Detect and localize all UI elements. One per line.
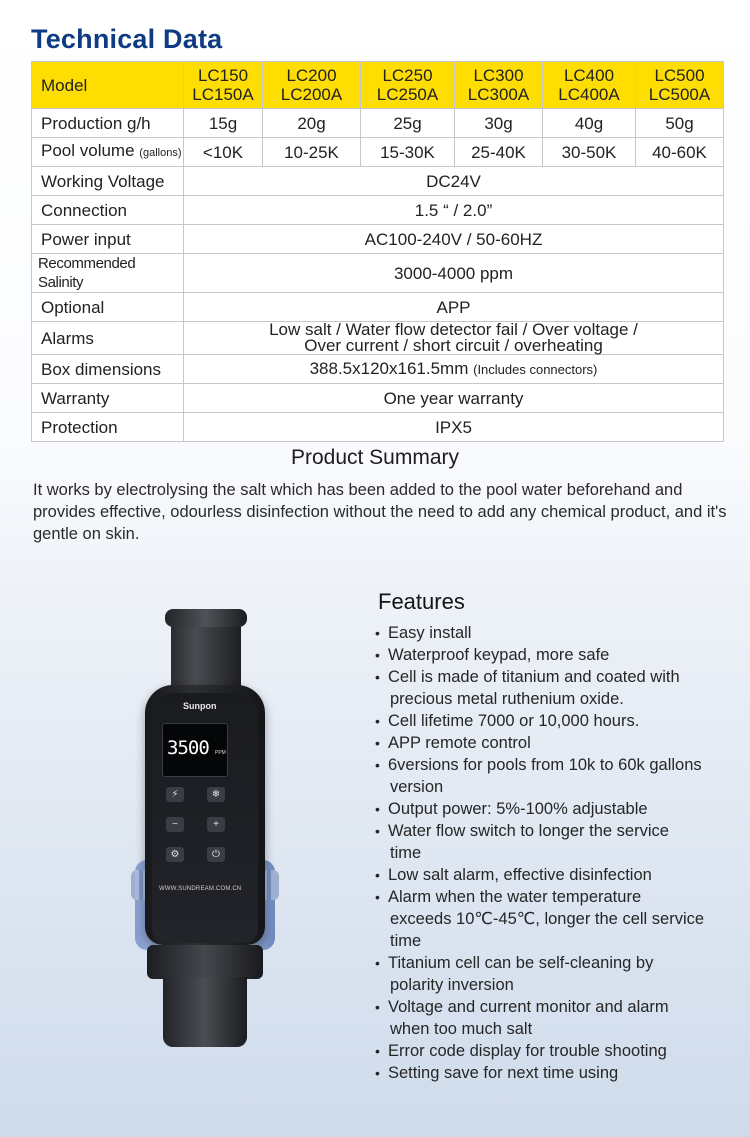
feature-text: Output power: 5%-100% adjustable [388, 800, 648, 818]
model-cell [455, 62, 543, 109]
feature-text: 6versions for pools from 10k to 60k gallons [388, 756, 702, 774]
feature-text: Titanium cell can be self-cleaning by [388, 954, 654, 972]
device-url: WWW.SUNDREAM.COM.CN [159, 886, 242, 892]
row-label: Alarms [32, 322, 184, 355]
table-cell [184, 355, 724, 384]
list-item [375, 952, 745, 996]
chlorinator-device-image [125, 605, 285, 1055]
row-label-unit: (gallons) [139, 147, 182, 159]
model-name: LC500 [654, 66, 705, 85]
list-item [375, 1062, 745, 1084]
table-cell: 20g [263, 109, 361, 138]
feature-text-cont: time [390, 932, 422, 950]
table-cell: 30-50K [543, 138, 636, 167]
table-header-row [32, 62, 724, 109]
model-cell [543, 62, 636, 109]
brand-logo: Sunpon [183, 701, 217, 711]
screen-reading: 3500 [167, 737, 209, 759]
dimensions-note: (Includes connectors) [473, 362, 598, 377]
table-cell: 25-40K [455, 138, 543, 167]
table-cell: DC24V [184, 167, 724, 196]
model-name-alt: LC400A [558, 85, 620, 104]
table-cell: 30g [455, 109, 543, 138]
dimensions-value: 388.5x120x161.5mm [309, 359, 469, 378]
feature-text: Waterproof keypad, more safe [388, 646, 610, 664]
ionizer-key-icon: ❄ [207, 787, 225, 802]
plus-key-icon: + [207, 817, 225, 832]
table-row [32, 109, 724, 138]
row-label: Protection [32, 413, 184, 442]
table-cell: 15-30K [361, 138, 455, 167]
list-item [375, 644, 745, 666]
model-name-alt: LC150A [192, 85, 254, 104]
turbo-key-icon: ⚡ [166, 787, 184, 802]
table-cell: One year warranty [184, 384, 724, 413]
row-label: Optional [32, 293, 184, 322]
feature-text-cont: exceeds 10℃-45℃, longer the cell service [390, 910, 705, 928]
model-cell [361, 62, 455, 109]
table-cell: 25g [361, 109, 455, 138]
model-name: LC150 [197, 66, 249, 85]
screen-unit: PPM [215, 750, 226, 756]
header-label: Model [32, 62, 184, 109]
table-row [32, 293, 724, 322]
page-title: Technical Data [31, 24, 223, 54]
feature-text: Setting save for next time using [388, 1064, 619, 1082]
list-item [375, 1040, 745, 1062]
list-item [375, 666, 745, 710]
table-row [32, 138, 724, 167]
table-cell: <10K [184, 138, 263, 167]
table-row [32, 322, 724, 355]
table-cell [184, 322, 724, 355]
table-row [32, 413, 724, 442]
spec-table [31, 61, 724, 442]
table-cell: 50g [636, 109, 724, 138]
list-item [375, 798, 745, 820]
table-cell: IPX5 [184, 413, 724, 442]
feature-text: Easy install [388, 624, 472, 642]
table-row [32, 384, 724, 413]
row-label: Working Voltage [32, 167, 184, 196]
alarms-line: Over current / short circuit / overheating [304, 336, 603, 355]
table-cell: APP [184, 293, 724, 322]
feature-text: Alarm when the water temperature [388, 888, 642, 906]
row-label: Warranty [32, 384, 184, 413]
alarms-line: Low salt / Water flow detector fail / Over voltage / [269, 320, 638, 339]
model-name-alt: LC500A [648, 85, 711, 104]
list-item [375, 710, 745, 732]
model-name: LC250 [382, 66, 433, 85]
table-cell: 40-60K [636, 138, 724, 167]
model-name: LC400 [563, 66, 615, 85]
row-label: Power input [32, 225, 184, 254]
table-row [32, 254, 724, 293]
row-label-text: Pool volume [41, 141, 135, 160]
feature-text: Cell lifetime 7000 or 10,000 hours. [388, 712, 640, 730]
feature-text-cont: when too much salt [390, 1020, 533, 1038]
list-item [375, 886, 745, 952]
table-row [32, 225, 724, 254]
table-cell: 15g [184, 109, 263, 138]
model-name-alt: LC200A [280, 85, 343, 104]
table-row [32, 167, 724, 196]
list-item [375, 820, 745, 864]
model-cell [263, 62, 361, 109]
list-item [375, 732, 745, 754]
table-cell: 40g [543, 109, 636, 138]
feature-text-cont: polarity inversion [390, 976, 514, 994]
features-list [375, 622, 745, 1084]
list-item [375, 622, 745, 644]
table-cell: AC100-240V / 50-60HZ [184, 225, 724, 254]
list-item [375, 864, 745, 886]
feature-text-cont: version [390, 778, 444, 796]
feature-text: Voltage and current monitor and alarm [388, 998, 669, 1016]
model-name-alt: LC300A [467, 85, 530, 104]
list-item [375, 754, 745, 798]
row-label: Box dimensions [32, 355, 184, 384]
row-label: Recommended Salinity [32, 254, 184, 293]
pipe-union [147, 945, 263, 979]
row-label: Connection [32, 196, 184, 225]
model-cell [184, 62, 263, 109]
pipe-bottom [163, 977, 247, 1047]
list-item [375, 996, 745, 1040]
power-key-icon: ⏻ [207, 847, 225, 862]
feature-text: Cell is made of titanium and coated with [388, 668, 680, 686]
settings-key-icon: ⚙ [166, 847, 184, 862]
row-label: Production g/h [32, 109, 184, 138]
feature-text: Water flow switch to longer the service [388, 822, 669, 840]
model-name: LC300 [473, 66, 524, 85]
features-title: Features [378, 589, 465, 614]
feature-text-cont: time [390, 844, 422, 862]
model-name-alt: LC250A [376, 85, 439, 104]
feature-text-cont: precious metal ruthenium oxide. [390, 690, 624, 708]
row-label [32, 138, 184, 167]
table-cell: 1.5 “ / 2.0” [184, 196, 724, 225]
feature-text: Error code display for trouble shooting [388, 1042, 667, 1060]
table-cell: 3000-4000 ppm [184, 254, 724, 293]
feature-text: APP remote control [388, 734, 531, 752]
table-cell: 10-25K [263, 138, 361, 167]
summary-title: Product Summary [290, 446, 460, 469]
table-row [32, 355, 724, 384]
model-name: LC200 [286, 66, 337, 85]
summary-text: It works by electrolysing the salt which has been added to the pool water beforehand and provides effective, odourless disinfection without the need to add any chemical product, and it's gentle on skin. [33, 481, 727, 543]
table-row [32, 196, 724, 225]
model-cell [636, 62, 724, 109]
feature-text: Low salt alarm, effective disinfection [388, 866, 652, 884]
minus-key-icon: − [166, 817, 184, 832]
